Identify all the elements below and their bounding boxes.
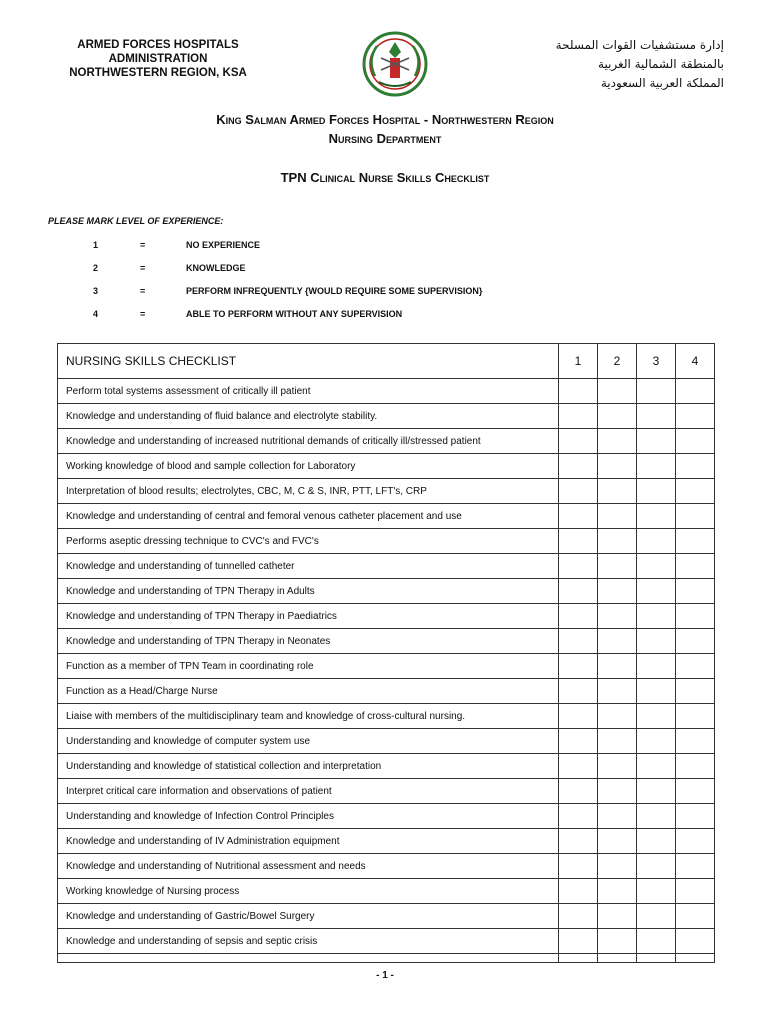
skill-label: Understanding and knowledge of Infection Control Principles	[58, 804, 559, 829]
legend-level-number: 2	[93, 263, 99, 273]
table-row	[58, 904, 715, 929]
table-row	[58, 504, 715, 529]
table-row	[58, 804, 715, 829]
level-2-checkbox-cell[interactable]	[598, 879, 637, 904]
skill-label: Performs aseptic dressing technique to CVC's and FVC's	[58, 529, 559, 554]
legend-description: ABLE TO PERFORM WITHOUT ANY SUPERVISION	[186, 309, 403, 319]
skill-label: Working knowledge of blood and sample collection for Laboratory	[58, 454, 559, 479]
skill-label: Interpretation of blood results; electrolytes, CBC, M, C & S, INR, PTT, LFT's, CRP	[58, 479, 559, 504]
level-4-checkbox-cell[interactable]	[676, 754, 715, 779]
level-2-checkbox-cell[interactable]	[598, 929, 637, 954]
level-3-checkbox-cell[interactable]	[637, 604, 676, 629]
table-row	[58, 779, 715, 804]
blank-cell	[676, 954, 715, 963]
level-1-checkbox-cell[interactable]	[559, 879, 598, 904]
legend-equals: =	[140, 240, 146, 250]
table-row	[58, 854, 715, 879]
table-row	[58, 704, 715, 729]
level-4-checkbox-cell[interactable]	[676, 804, 715, 829]
level-3-checkbox-cell[interactable]	[637, 479, 676, 504]
skill-label: Perform total systems assessment of critically ill patient	[58, 379, 559, 404]
table-row	[58, 604, 715, 629]
skill-label: Knowledge and understanding of Nutritional assessment and needs	[58, 854, 559, 879]
skill-label: Liaise with members of the multidisciplinary team and knowledge of cross-cultural nursing.	[58, 704, 559, 729]
level-4-checkbox-cell[interactable]	[676, 654, 715, 679]
level-3-checkbox-cell[interactable]	[637, 404, 676, 429]
level-4-checkbox-cell[interactable]	[676, 929, 715, 954]
skills-checklist-table	[57, 343, 715, 963]
level-4-checkbox-cell[interactable]	[676, 454, 715, 479]
level-4-checkbox-cell[interactable]	[676, 604, 715, 629]
armed-forces-emblem-logo	[357, 30, 433, 98]
skill-label: Function as a member of TPN Team in coordinating role	[58, 654, 559, 679]
level-header-4: 4	[676, 344, 715, 379]
table-row	[58, 579, 715, 604]
level-2-checkbox-cell[interactable]	[598, 404, 637, 429]
blank-cell	[58, 954, 559, 963]
level-4-checkbox-cell[interactable]	[676, 829, 715, 854]
table-row	[58, 879, 715, 904]
level-4-checkbox-cell[interactable]	[676, 479, 715, 504]
level-3-checkbox-cell[interactable]	[637, 454, 676, 479]
table-row	[58, 429, 715, 454]
legend-level-number: 3	[93, 286, 99, 296]
level-4-checkbox-cell[interactable]	[676, 679, 715, 704]
table-header-row	[58, 344, 715, 379]
level-4-checkbox-cell[interactable]	[676, 854, 715, 879]
level-4-checkbox-cell[interactable]	[676, 579, 715, 604]
table-row	[58, 554, 715, 579]
level-2-checkbox-cell[interactable]	[598, 629, 637, 654]
level-4-checkbox-cell[interactable]	[676, 429, 715, 454]
level-3-checkbox-cell[interactable]	[637, 879, 676, 904]
level-1-checkbox-cell[interactable]	[559, 829, 598, 854]
skill-label: Knowledge and understanding of central and femoral venous catheter placement and use	[58, 504, 559, 529]
page-number: - 1 -	[376, 970, 394, 981]
level-2-checkbox-cell[interactable]	[598, 904, 637, 929]
level-2-checkbox-cell[interactable]	[598, 779, 637, 804]
level-1-checkbox-cell[interactable]	[559, 379, 598, 404]
level-2-checkbox-cell[interactable]	[598, 579, 637, 604]
level-1-checkbox-cell[interactable]	[559, 854, 598, 879]
legend-level-number: 4	[93, 309, 99, 319]
table-row	[58, 679, 715, 704]
skill-label: Working knowledge of Nursing process	[58, 879, 559, 904]
level-3-checkbox-cell[interactable]	[637, 779, 676, 804]
skill-label: Knowledge and understanding of TPN Therapy in Adults	[58, 579, 559, 604]
table-row	[58, 829, 715, 854]
level-3-checkbox-cell[interactable]	[637, 729, 676, 754]
table-row	[58, 629, 715, 654]
skill-label: Knowledge and understanding of tunnelled catheter	[58, 554, 559, 579]
level-2-checkbox-cell[interactable]	[598, 729, 637, 754]
level-2-checkbox-cell[interactable]	[598, 704, 637, 729]
legend-description: PERFORM INFREQUENTLY {WOULD REQUIRE SOME SUPERVISION}	[186, 286, 483, 296]
legend-description: KNOWLEDGE	[186, 263, 246, 273]
header-left-line: ADMINISTRATION	[108, 53, 208, 65]
level-1-checkbox-cell[interactable]	[559, 679, 598, 704]
level-2-checkbox-cell[interactable]	[598, 654, 637, 679]
level-2-checkbox-cell[interactable]	[598, 679, 637, 704]
level-4-checkbox-cell[interactable]	[676, 904, 715, 929]
table-row	[58, 479, 715, 504]
level-2-checkbox-cell[interactable]	[598, 454, 637, 479]
level-2-checkbox-cell[interactable]	[598, 829, 637, 854]
legend-equals: =	[140, 286, 146, 296]
legend-description: NO EXPERIENCE	[186, 240, 261, 250]
level-2-checkbox-cell[interactable]	[598, 379, 637, 404]
level-header-2: 2	[598, 344, 637, 379]
level-3-checkbox-cell[interactable]	[637, 629, 676, 654]
level-3-checkbox-cell[interactable]	[637, 379, 676, 404]
table-row-blank	[58, 954, 715, 963]
level-1-checkbox-cell[interactable]	[559, 754, 598, 779]
level-3-checkbox-cell[interactable]	[637, 504, 676, 529]
level-2-checkbox-cell[interactable]	[598, 554, 637, 579]
skill-label: Knowledge and understanding of fluid balance and electrolyte stability.	[58, 404, 559, 429]
level-3-checkbox-cell[interactable]	[637, 929, 676, 954]
level-1-checkbox-cell[interactable]	[559, 779, 598, 804]
header-right-line: بالمنطقة الشمالية الغربية	[598, 57, 724, 71]
level-2-checkbox-cell[interactable]	[598, 479, 637, 504]
level-1-checkbox-cell[interactable]	[559, 929, 598, 954]
level-3-checkbox-cell[interactable]	[637, 529, 676, 554]
level-1-checkbox-cell[interactable]	[559, 604, 598, 629]
level-4-checkbox-cell[interactable]	[676, 379, 715, 404]
level-header-3: 3	[637, 344, 676, 379]
level-2-checkbox-cell[interactable]	[598, 804, 637, 829]
level-4-checkbox-cell[interactable]	[676, 504, 715, 529]
skill-label: Interpret critical care information and observations of patient	[58, 779, 559, 804]
level-1-checkbox-cell[interactable]	[559, 654, 598, 679]
level-1-checkbox-cell[interactable]	[559, 404, 598, 429]
level-1-checkbox-cell[interactable]	[559, 629, 598, 654]
skill-label: Knowledge and understanding of sepsis and septic crisis	[58, 929, 559, 954]
skill-label: Knowledge and understanding of TPN Therapy in Neonates	[58, 629, 559, 654]
table-row	[58, 654, 715, 679]
department-title: Nursing Department	[328, 131, 442, 146]
level-4-checkbox-cell[interactable]	[676, 554, 715, 579]
table-row	[58, 404, 715, 429]
table-row	[58, 754, 715, 779]
level-header-1: 1	[559, 344, 598, 379]
level-4-checkbox-cell[interactable]	[676, 629, 715, 654]
level-2-checkbox-cell[interactable]	[598, 504, 637, 529]
level-1-checkbox-cell[interactable]	[559, 454, 598, 479]
level-2-checkbox-cell[interactable]	[598, 754, 637, 779]
level-4-checkbox-cell[interactable]	[676, 404, 715, 429]
table-row	[58, 379, 715, 404]
skill-label: Understanding and knowledge of statistical collection and interpretation	[58, 754, 559, 779]
table-header-label: NURSING SKILLS CHECKLIST	[58, 344, 559, 379]
hospital-title: King Salman Armed Forces Hospital - Northwestern Region	[216, 112, 554, 127]
level-3-checkbox-cell[interactable]	[637, 679, 676, 704]
table-row	[58, 454, 715, 479]
header-right-line: المملكة العربية السعودية	[600, 76, 724, 90]
blank-cell	[637, 954, 676, 963]
header-left-org	[40, 38, 276, 80]
level-1-checkbox-cell[interactable]	[559, 804, 598, 829]
blank-cell	[598, 954, 637, 963]
level-2-checkbox-cell[interactable]	[598, 429, 637, 454]
table-row	[58, 929, 715, 954]
level-3-checkbox-cell[interactable]	[637, 654, 676, 679]
level-3-checkbox-cell[interactable]	[637, 754, 676, 779]
header-right-org-arabic	[464, 36, 724, 93]
level-2-checkbox-cell[interactable]	[598, 604, 637, 629]
level-1-checkbox-cell[interactable]	[559, 579, 598, 604]
level-1-checkbox-cell[interactable]	[559, 904, 598, 929]
legend-level-number: 1	[93, 240, 99, 250]
blank-cell	[559, 954, 598, 963]
level-3-checkbox-cell[interactable]	[637, 804, 676, 829]
legend-equals: =	[140, 309, 146, 319]
level-2-checkbox-cell[interactable]	[598, 529, 637, 554]
skill-label: Function as a Head/Charge Nurse	[58, 679, 559, 704]
level-1-checkbox-cell[interactable]	[559, 729, 598, 754]
header-left-line: ARMED FORCES HOSPITALS	[77, 39, 239, 51]
level-1-checkbox-cell[interactable]	[559, 554, 598, 579]
table-row	[58, 529, 715, 554]
skill-label: Understanding and knowledge of computer system use	[58, 729, 559, 754]
level-1-checkbox-cell[interactable]	[559, 704, 598, 729]
level-3-checkbox-cell[interactable]	[637, 904, 676, 929]
level-4-checkbox-cell[interactable]	[676, 879, 715, 904]
level-3-checkbox-cell[interactable]	[637, 704, 676, 729]
level-4-checkbox-cell[interactable]	[676, 729, 715, 754]
skill-label: Knowledge and understanding of Gastric/Bowel Surgery	[58, 904, 559, 929]
level-1-checkbox-cell[interactable]	[559, 479, 598, 504]
level-1-checkbox-cell[interactable]	[559, 504, 598, 529]
checklist-title: TPN Clinical Nurse Skills Checklist	[280, 170, 490, 185]
level-3-checkbox-cell[interactable]	[637, 429, 676, 454]
header-right-line: إدارة مستشفيات القوات المسلحة	[555, 38, 724, 52]
level-4-checkbox-cell[interactable]	[676, 704, 715, 729]
header-left-line: NORTHWESTERN REGION, KSA	[69, 67, 247, 79]
level-3-checkbox-cell[interactable]	[637, 579, 676, 604]
legend-heading: PLEASE MARK LEVEL OF EXPERIENCE:	[48, 216, 224, 226]
level-4-checkbox-cell[interactable]	[676, 779, 715, 804]
skill-label: Knowledge and understanding of TPN Therapy in Paediatrics	[58, 604, 559, 629]
level-3-checkbox-cell[interactable]	[637, 854, 676, 879]
level-1-checkbox-cell[interactable]	[559, 429, 598, 454]
legend-equals: =	[140, 263, 146, 273]
level-4-checkbox-cell[interactable]	[676, 529, 715, 554]
level-2-checkbox-cell[interactable]	[598, 854, 637, 879]
table-row	[58, 729, 715, 754]
level-1-checkbox-cell[interactable]	[559, 529, 598, 554]
skill-label: Knowledge and understanding of IV Administration equipment	[58, 829, 559, 854]
level-3-checkbox-cell[interactable]	[637, 829, 676, 854]
level-3-checkbox-cell[interactable]	[637, 554, 676, 579]
skill-label: Knowledge and understanding of increased nutritional demands of critically ill/stressed patient	[58, 429, 559, 454]
